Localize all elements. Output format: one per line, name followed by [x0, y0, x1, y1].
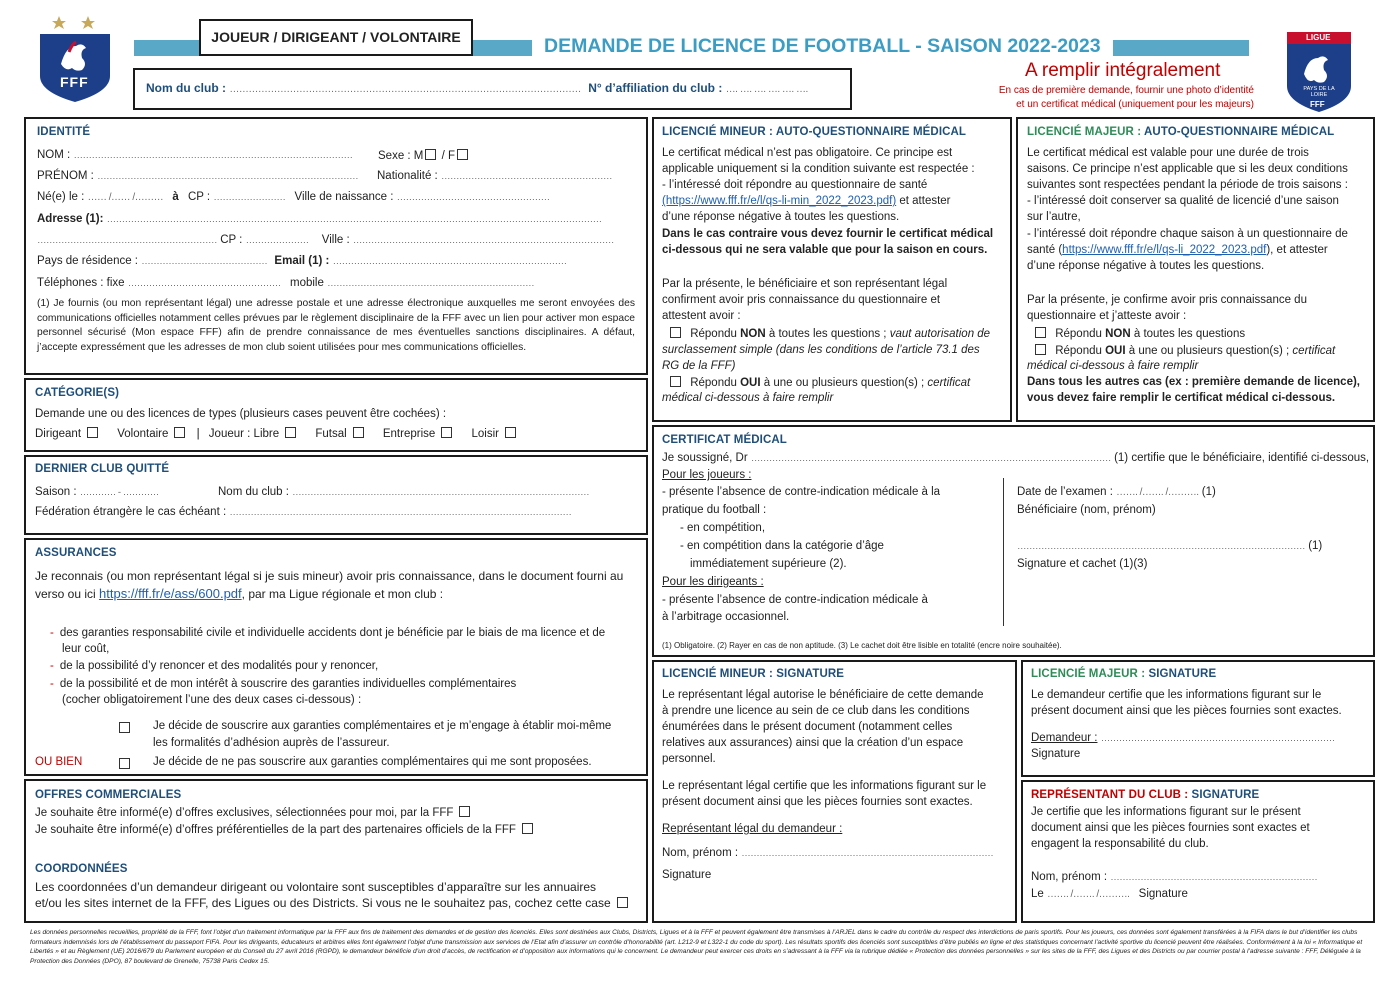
affiliation-label: N° d’affiliation du club : [588, 81, 723, 95]
mq-p2-2: ci-dessous qui ne sera valable que pour la saison en cours. [662, 244, 988, 256]
cat-volontaire-label: Volontaire [117, 428, 169, 440]
footer-legal-text: Les données personnelles recueillies, propriété de la FFF, font l’objet d’un traitement informatique par la FFF aux fins de traitement des demandes et de gestion des licenciés. Elles sont destinées aux Clubs, Districts, Ligues et à la FFF et peuvent également être transmises à l’ARJEL dans le cadre du contrôle du respect des interdictions de paris sportifs. Pour les joueurs, ces données sont également transférées à la FIFA dans le but d’identifier les clubs formateurs indemnisés lors de l’établissement du passeport FIFA. Pour les dirigeants, éducateurs et arbitres elles font également l’objet d’une transmission aux services de l’Etat afin d’assurer un contrôle d’honorabilité (art. L212-9 et L322-1 du code du sport). Les résultats sportifs des licenciés sont susceptibles d’être publiés en ligne et des statistiques concernant l’activité sportive du licencié peuvent être réalisées. Conformément à la loi « Informatique et Libertés » et au Règlement (UE) 2016/679 du Parlement européen et du Conseil du 27 avril 2016 (RGPD), le demandeur bénéficie d’un droit d’accès, de rectification et d’opposition aux informations qui le concernent. Le demandeur peut exercer ces droits en s’adressant à la FFF via la rubrique dédiée « Protection des données personnelles » sur les sites de la FFF, des Ligues et des Districts ou par courrier postal à l’adresse suivante : FFF, Déléguée à la Protection des Données (DPO), 87 boulevard de Grenelle, 75738 Paris Cedex 15. [30, 929, 1363, 965]
bullet-3b: (cocher obligatoirement l’une des deux cases ci-dessous) : [62, 694, 362, 706]
ville-naissance-field[interactable]: …………………………………………… [396, 192, 550, 203]
ms-nom-label: Nom, prénom : [662, 847, 739, 859]
ms-title-a: LICENCIÉ MINEUR : [662, 668, 773, 680]
cert-j5: immédiatement supérieure (2). [690, 558, 847, 570]
mq-opt2-b: OUI [740, 377, 761, 389]
email-field[interactable]: …………………………………………………………………… [332, 256, 567, 267]
ms-p1-2: à prendre une licence au sein de ce club dans les conditions [662, 705, 970, 717]
mq-opt1-f: RG de la FFF) [662, 360, 736, 372]
majq-opt1-b: NON [1105, 328, 1131, 340]
cert-date-ref: (1) [1201, 486, 1216, 498]
federation-label: Fédération étrangère le cas échéant : [35, 506, 227, 518]
majs-signature[interactable]: Signature [1031, 748, 1081, 760]
majq-opt2-a: Répondu [1055, 345, 1102, 357]
header-bar-left [134, 40, 199, 56]
majs-title-a: LICENCIÉ MAJEUR : [1031, 668, 1146, 680]
role-box [199, 19, 473, 56]
coordonnees-2: et/ou les sites internet de la FFF, des Ligues ou des Districts. Si vous ne le souhaitez pas, cochez cette case [35, 896, 611, 910]
cert-joueurs: Pour les joueurs : [662, 469, 752, 481]
bullet-2: de la possibilité d’y renoncer et des modalités pour y renoncer, [59, 660, 379, 672]
cert-date-label: Date de l’examen : [1017, 486, 1113, 498]
mobile-field[interactable]: …………………………………………………………… [327, 278, 535, 289]
cat-loisir-checkbox[interactable] [505, 427, 516, 438]
saison-field[interactable]: ………… - ………… [79, 487, 159, 498]
cat-joueur-checkbox[interactable] [285, 427, 296, 438]
cert-benef-ref: (1) [1308, 540, 1323, 552]
bullet-1b: leur coût, [62, 643, 110, 655]
majs-p1-1: Le demandeur certifie que les informations figurant sur le [1031, 689, 1322, 701]
opt-1a: Je décide de souscrire aux garanties complémentaires et je m’engage à établir moi-même [153, 720, 612, 732]
categories-title: CATÉGORIE(S) [35, 387, 120, 399]
majq-opt2-b: OUI [1105, 345, 1126, 357]
majq-opt2-e: médical ci-dessous à faire remplir [1027, 360, 1199, 372]
cert-j3: - en compétition, [680, 522, 766, 534]
nom-field[interactable]: ………………………………………………………………………………… [73, 150, 353, 161]
mq-opt1-d: vaut autorisation de [889, 328, 991, 340]
assurances-link[interactable]: https://fff.fr/e/ass/600.pdf [99, 586, 242, 601]
notice-line-1: En cas de première demande, fournir une photo d’identité [998, 85, 1254, 96]
majq-p1-1: Le certificat médical est valable pour une durée de trois [1027, 147, 1309, 159]
offres-line-1: Je souhaite être informé(e) d’offres exclusives, sélectionnées pour moi, par la FFF [35, 807, 454, 819]
cs-title-a: REPRÉSENTANT DU CLUB : [1031, 789, 1189, 801]
cert-d2: à l’arbitrage occasionnel. [662, 611, 790, 623]
header-bar-mid [473, 40, 532, 56]
cert-dirigeants: Pour les dirigeants : [662, 576, 764, 588]
majq-p1-2: saisons. Ce principe n’est applicable que si les deux conditions [1027, 163, 1348, 175]
mq-p1-2: applicable uniquement si la condition suivante est respectée : [662, 163, 975, 175]
majs-dem-field[interactable]: …………………………………………………………………… [1100, 733, 1335, 744]
maj-quest-title-b: AUTO-QUESTIONNAIRE MÉDICAL [1144, 126, 1335, 138]
saison-label: Saison : [35, 486, 77, 498]
page-title: DEMANDE DE LICENCE DE FOOTBALL - SAISON 2022-2023 [544, 35, 1101, 57]
ms-p2-1: Le représentant légal certifie que les informations figurant sur le [662, 780, 987, 792]
cat-volontaire-checkbox[interactable] [174, 427, 185, 438]
majs-p1-2: présent document ainsi que les pièces fournies sont exactes. [1031, 705, 1342, 717]
bullet-3a: de la possibilité et de mon intérêt à souscrire des garanties individuelles complémentaires [59, 678, 517, 690]
majq-p1-5: sur l’autre, [1027, 211, 1081, 223]
sexe-m-checkbox[interactable] [425, 149, 436, 160]
mq-p3-3: attestent avoir : [662, 310, 741, 322]
majq-opt2-d: certificat [1292, 345, 1336, 357]
nom-label: NOM : [37, 149, 71, 161]
cs-signature[interactable]: Signature [1138, 888, 1188, 900]
mq-opt1-e: surclassement simple (dans les conditions de l’article 73.1 des [662, 344, 980, 356]
affiliation-field[interactable]: …. …. …. …. …. …. [725, 84, 808, 95]
ligue-logo [1284, 28, 1354, 114]
assurances-intro-2b: , par ma Ligue régionale et mon club : [241, 587, 444, 601]
assurances-intro-1: Je reconnais (ou mon représentant légal si je suis mineur) avoir pris connaissance, dans le document fourni au [35, 569, 624, 583]
mq-p1-5: d’une réponse négative à toutes les questions. [662, 211, 900, 223]
mineur-quest-title-b: AUTO-QUESTIONNAIRE MÉDICAL [775, 126, 967, 138]
mq-p1-1: Le certificat médical n’est pas obligatoire. Ce principe est [662, 147, 953, 159]
identite-title: IDENTITÉ [37, 126, 91, 138]
ligue-logo-mid: PAYS DE LA LOIRE [1303, 86, 1335, 98]
ligue-logo-top: LIGUE [1306, 33, 1331, 42]
ligue-logo-bottom: FFF [1310, 100, 1325, 109]
cat-futsal-label: Futsal [315, 428, 347, 440]
certificat-title: CERTIFICAT MÉDICAL [662, 434, 787, 446]
majq-oui-checkbox[interactable] [1035, 344, 1046, 355]
mq-p1-4b: et attester [896, 195, 951, 207]
ms-p2-2: présent document ainsi que les pièces fournies sont exactes. [662, 796, 973, 808]
categories-intro: Demande une ou des licences de types (plusieurs cases peuvent être cochées) : [35, 408, 447, 420]
sexe-f-label: / F [441, 150, 456, 162]
adresse-label: Adresse (1): [37, 213, 104, 225]
majq-link[interactable]: https://www.fff.fr/e/l/qs-li_2022_2023.pdf [1062, 244, 1267, 256]
cert-signature[interactable]: Signature et cachet (1)(3) [1017, 558, 1148, 570]
ville-naissance-label: Ville de naissance : [294, 191, 394, 203]
mq-opt2-d: certificat [927, 377, 971, 389]
cp-field[interactable]: …………………… [213, 192, 286, 203]
ne-le-label: Né(e) le : [37, 191, 85, 203]
opt-1b: les formalités d’adhésion auprès de l’assureur. [153, 737, 390, 749]
coordonnees-checkbox[interactable] [617, 897, 628, 908]
assurances-intro-2a: verso ou ici [35, 587, 96, 601]
a-label: à [172, 191, 179, 203]
majq-non-checkbox[interactable] [1035, 327, 1046, 338]
cs-p1-1: Je certifie que les informations figurant sur le présent [1031, 806, 1301, 818]
notice-line-2: et un certificat médical (uniquement pour les majeurs) [1016, 99, 1254, 110]
mq-opt1-c: à toutes les questions ; [768, 328, 887, 340]
cert-line-1b: (1) certifie que le bénéficiaire, identifié ci-dessous, [1114, 452, 1370, 464]
club-field[interactable]: ………………………………………………………………………………………………… [229, 84, 581, 95]
majq-opt1-a: Répondu [1055, 328, 1102, 340]
mq-opt2-e: médical ci-dessous à faire remplir [662, 392, 834, 404]
cp-label: CP : [187, 191, 211, 203]
mq-opt1-b: NON [740, 328, 766, 340]
ms-title-b: SIGNATURE [776, 668, 845, 680]
cs-p1-3: engagent la responsabilité du club. [1031, 838, 1209, 850]
cat-joueur-label: Joueur : Libre [208, 428, 280, 440]
ville-label: Ville : [321, 234, 350, 246]
majq-p2-1: Par la présente, je confirme avoir pris connaissance du [1027, 294, 1307, 306]
majq-p1-7b: ), et attester [1266, 244, 1328, 256]
pays-label: Pays de résidence : [37, 255, 139, 267]
nom-club-field[interactable]: ……………………………………………………………………………………… [292, 487, 590, 498]
cert-date-field[interactable]: ……. /……. /………. [1116, 487, 1199, 498]
cert-divider [1003, 478, 1004, 626]
mq-opt1-a: Répondu [690, 328, 737, 340]
dernier-club-title: DERNIER CLUB QUITTÉ [35, 463, 170, 475]
majq-p3-1: Dans tous les autres cas (ex : première demande de licence), [1027, 376, 1361, 388]
tel-label: Téléphones : fixe [37, 277, 125, 289]
cat-futsal-checkbox[interactable] [353, 427, 364, 438]
birthdate-field[interactable]: …… /…… /……… [87, 192, 164, 203]
cat-entreprise-checkbox[interactable] [441, 427, 452, 438]
mobile-label: mobile [290, 277, 324, 289]
coordonnees-title: COORDONNÉES [35, 863, 128, 875]
ville-field[interactable]: …………………………………………………………………………… [352, 235, 614, 246]
header-bar-right [1113, 40, 1249, 56]
mq-non-checkbox[interactable] [670, 327, 681, 338]
federation-field[interactable]: …………………………………………………………………………………………………… [229, 507, 572, 518]
coordonnees-1: Les coordonnées d’un demandeur dirigeant ou volontaire sont susceptibles d’apparaître sur les annuaires [35, 880, 597, 894]
club-signature-section [1021, 780, 1375, 923]
cat-dirigeant-label: Dirigeant [35, 428, 82, 440]
ou-bien-label: OU BIEN [35, 756, 83, 768]
offres-partenaires-checkbox[interactable] [522, 823, 533, 834]
ms-rep: Représentant légal du demandeur : [662, 823, 843, 835]
mq-oui-checkbox[interactable] [670, 376, 681, 387]
cat-entreprise-label: Entreprise [382, 428, 436, 440]
majq-p1-3: suivantes sont respectées pendant la période de trois saisons : [1027, 179, 1348, 191]
cert-benef-field[interactable]: …………………………………………………………………………………… [1017, 541, 1305, 552]
prenom-label: PRÉNOM : [37, 170, 94, 182]
role-box-text: JOUEUR / DIRIGEANT / VOLONTAIRE [211, 29, 461, 45]
fff-logo [36, 12, 114, 104]
cert-dr-field[interactable]: ………………………………………………………………………………………………………… [750, 453, 1111, 464]
mq-opt2-c: à une ou plusieurs question(s) ; [763, 377, 925, 389]
mineur-quest-title-a: LICENCIÉ MINEUR : [662, 126, 773, 138]
sexe-f-checkbox[interactable] [457, 149, 468, 160]
cert-d1: - présente l’absence de contre-indication médicale à [662, 594, 928, 606]
ms-p1-1: Le représentant légal autorise le bénéficiaire de cette demande [662, 689, 984, 701]
cert-j4: - en compétition dans la catégorie d’âge [680, 540, 884, 552]
adresse-line2-field[interactable]: …………………………………………………… [37, 235, 217, 246]
cs-title-b: SIGNATURE [1191, 789, 1260, 801]
pays-field[interactable]: …………………………………… [141, 256, 268, 267]
adresse-field[interactable]: ………………………………………………………………………………………………………………………………………………… [106, 214, 602, 225]
cs-nom-label: Nom, prénom : [1031, 871, 1108, 883]
fff-logo-text: FFF [60, 74, 89, 90]
assurances-title: ASSURANCES [35, 547, 117, 559]
majq-opt1-c: à toutes les questions [1133, 328, 1246, 340]
email-label: Email (1) : [274, 255, 330, 267]
ms-signature[interactable]: Signature [662, 869, 712, 881]
cert-j2: pratique du football : [662, 504, 767, 516]
mq-p3-2: confirment avoir pris connaissance du questionnaire et [662, 294, 941, 306]
majs-title-b: SIGNATURE [1148, 668, 1217, 680]
offres-line-2: Je souhaite être informé(e) d’offres préférentielles de la part des partenaires officiels de la FFF [35, 824, 516, 836]
cert-line-1a: Je soussigné, Dr [662, 452, 748, 464]
assurance-souscrire-checkbox[interactable] [119, 722, 130, 733]
majq-p1-8: d’une réponse négative à toutes les questions. [1027, 260, 1265, 272]
cert-footnote: (1) Obligatoire. (2) Rayer en cas de non aptitude. (3) Le cachet doit être lisible en totalité (encre noire souhaitée). [662, 641, 1062, 650]
cert-beneficiaire: Bénéficiaire (nom, prénom) [1017, 504, 1156, 516]
cs-nom-field[interactable]: …………………………………………………………… [1110, 872, 1318, 883]
majs-dem-label: Demandeur : [1031, 732, 1098, 744]
sexe-label: Sexe : M [378, 150, 424, 162]
mq-p1-3: - l’intéressé doit répondre au questionnaire de santé [662, 179, 928, 191]
ms-p1-3: énumérées dans le présent document (notamment celles [662, 721, 953, 733]
opt-2: Je décide de ne pas souscrire aux garanties complémentaires qui me sont proposées. [153, 756, 592, 768]
cp2-field[interactable]: ………………… [245, 235, 309, 246]
bullet-1a: des garanties responsabilité civile et individuelle accidents dont je bénéficie par le biais de ma licence et de [59, 627, 606, 639]
majq-p3-2: vous devez faire remplir le certificat médical ci-dessous. [1027, 392, 1336, 404]
nationalite-field[interactable]: ………………………………………………… [440, 171, 612, 182]
majq-opt2-c: à une ou plusieurs question(s) ; [1128, 345, 1290, 357]
cp2-label: CP : [220, 234, 243, 246]
maj-quest-title-a: LICENCIÉ MAJEUR : [1027, 126, 1142, 138]
tel-fixe-field[interactable]: …………………………………………… [127, 278, 281, 289]
cat-dirigeant-checkbox[interactable] [87, 427, 98, 438]
offres-title: OFFRES COMMERCIALES [35, 789, 182, 801]
cs-p1-2: document ainsi que les pièces fournies sont exactes et [1031, 822, 1310, 834]
assurance-refuser-checkbox[interactable] [119, 758, 130, 769]
mq-opt2-a: Répondu [690, 377, 737, 389]
majq-p1-7a: santé ( [1027, 244, 1063, 256]
cert-j1: - présente l’absence de contre-indication médicale à la [662, 486, 941, 498]
cat-loisir-label: Loisir [471, 428, 499, 440]
majq-p1-6: - l’intéressé doit répondre chaque saison à un questionnaire de [1027, 228, 1348, 240]
mq-link[interactable]: (https://www.fff.fr/e/l/qs-li-min_2022_2023.pdf) [662, 195, 897, 207]
cs-le-label: Le [1031, 888, 1044, 900]
ms-p1-4: relatives aux assurances) ainsi que la création d’un espace [662, 737, 964, 749]
cs-date-field[interactable]: ……. /……. /………. [1047, 889, 1130, 900]
mq-p2-1: Dans le cas contraire vous devez fournir le certificat médical [662, 228, 994, 240]
majq-p2-2: questionnaire et j’atteste avoir : [1027, 310, 1187, 322]
identite-note: (1) Je fournis (ou mon représentant légal) une adresse postale et une adresse électronique auxquelles me seront envoyées des communications officielles notamment celles prévues par le règlement disciplinaire de la FFF avec un lien pour activer mon espace personnel sécurisé (Mon espace FFF) afin de prendre connaissance de mes éventuelles sanctions disciplinaires. A défaut, j’accepte expressément que les adresses de mon club soient utilisées pour mes communications officielles. [37, 298, 635, 353]
mq-p3-1: Par la présente, le bénéficiaire et son représentant légal [662, 278, 948, 290]
prenom-field[interactable]: …………………………………………………………………………… [97, 171, 359, 182]
ms-p1-5: personnel. [662, 753, 716, 765]
fill-notice: A remplir intégralement [1025, 60, 1221, 81]
majq-p1-4: - l’intéressé doit conserver sa qualité de licencié d’une saison [1027, 195, 1339, 207]
offres-fff-checkbox[interactable] [459, 806, 470, 817]
ms-nom-field[interactable]: ………………………………………………………………………… [741, 848, 994, 859]
club-label: Nom du club : [146, 81, 226, 95]
nom-club-label: Nom du club : [218, 486, 289, 498]
nationalite-label: Nationalité : [377, 170, 438, 182]
